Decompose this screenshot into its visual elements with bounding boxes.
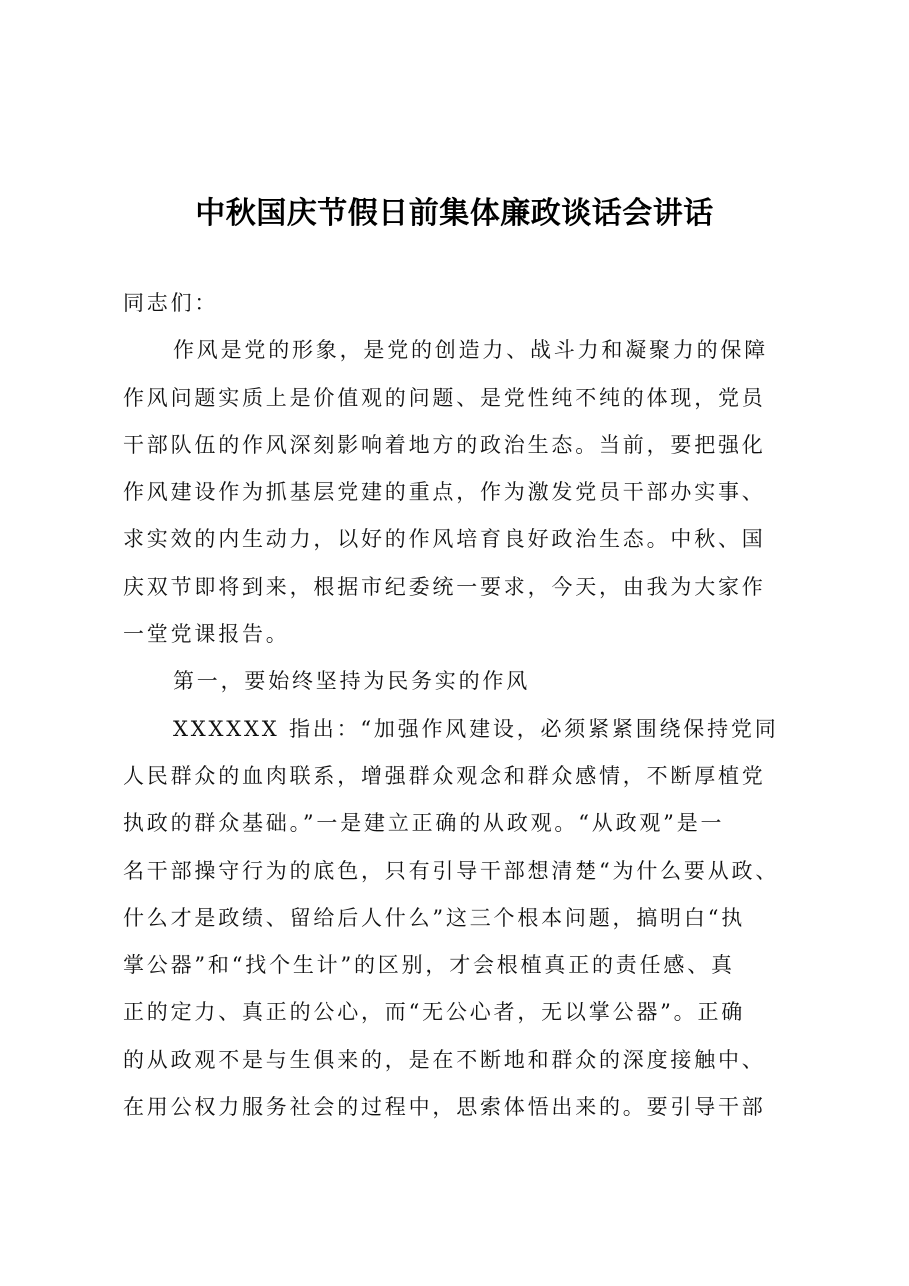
body-line: 干部队伍的作风深刻影响着地方的政治生态。当前，要把强化 <box>123 432 766 457</box>
body-line: 掌公器”和“找个生计”的区别，才会根植真正的责任感、真 <box>123 953 735 978</box>
body-line: 的从政观不是与生俱来的，是在不断地和群众的深度接触中、 <box>123 1047 766 1072</box>
document-body <box>123 280 813 1131</box>
body-line: 庆双节即将到来，根据市纪委统一要求，今天，由我为大家作 <box>123 574 766 599</box>
body-line: 人民群众的血肉联系，增强群众观念和群众感情，不断厚植党 <box>123 763 766 788</box>
body-line: XXXXXX 指出：“加强作风建设，必须紧紧围绕保持党同 <box>173 716 779 741</box>
body-line: 什么才是政绩、留给后人什么”这三个根本问题，搞明白“执 <box>123 905 746 930</box>
section-heading: 第一，要始终坚持为民务实的作风 <box>173 669 530 694</box>
body-line: 执政的群众基础。”一是建立正确的从政观。“从政观”是一 <box>123 811 725 836</box>
body-line: 正的定力、真正的公心，而“无公心者，无以掌公器”。正确 <box>123 1000 746 1025</box>
body-line: 名干部操守行为的底色，只有引导干部想清楚“为什么要从政、 <box>123 858 780 883</box>
body-line: 一堂党课报告。 <box>123 622 290 647</box>
body-line: 求实效的内生动力，以好的作风培育良好政治生态。中秋、国 <box>123 527 766 552</box>
body-line: 同志们： <box>123 291 219 315</box>
body-line: 在用公权力服务社会的过程中，思索体悟出来的。要引导干部 <box>123 1095 766 1120</box>
document-title: 中秋国庆节假日前集体廉政谈话会讲话 <box>195 196 714 231</box>
body-line: 作风问题实质上是价值观的问题、是党性纯不纯的体现，党员 <box>123 385 766 410</box>
body-line: 作风是党的形象，是党的创造力、战斗力和凝聚力的保障 <box>173 338 768 363</box>
body-line: 作风建设作为抓基层党建的重点，作为激发党员干部办实事、 <box>123 480 766 505</box>
